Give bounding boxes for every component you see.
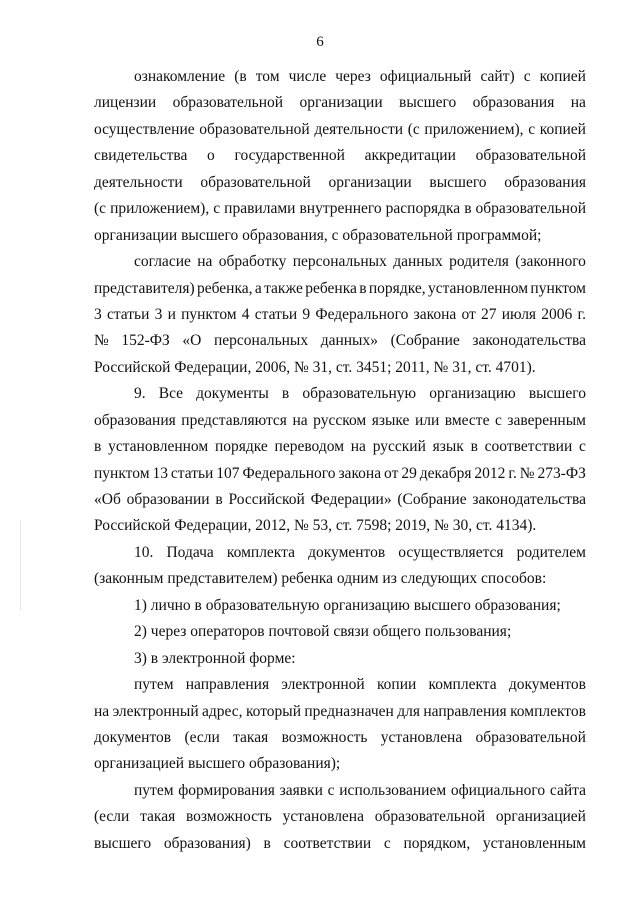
word: 10. — [134, 543, 154, 561]
text-line — [94, 249, 586, 275]
word: (если — [94, 808, 130, 826]
text-line — [94, 487, 586, 513]
word: ребенка — [305, 279, 357, 297]
word: 13 — [152, 464, 168, 482]
text-line — [94, 699, 586, 725]
word: г. — [577, 305, 586, 323]
text-line — [94, 540, 586, 566]
text-line: 1) лично в образовательную организацию высшего образования; — [134, 596, 561, 614]
word: № — [519, 464, 535, 482]
word: возможность — [185, 808, 272, 826]
word: образовательную — [302, 385, 417, 403]
word: соответствии — [484, 438, 573, 456]
word: организации — [299, 94, 383, 112]
word: том — [255, 68, 280, 85]
word: 152-ФЗ — [121, 332, 170, 350]
word: 27 — [481, 305, 497, 323]
word: сайт) — [480, 68, 515, 85]
word: (в — [234, 68, 247, 85]
word: образовательной — [374, 808, 486, 826]
word: копией — [539, 68, 586, 85]
word: пунктом — [530, 279, 586, 297]
text-line — [94, 778, 586, 804]
word: ознакомление — [134, 68, 226, 85]
word: использованием — [339, 781, 447, 799]
word: установленным — [482, 834, 586, 852]
word: сайта — [549, 781, 586, 799]
word: документов — [308, 543, 386, 561]
word: персональных — [292, 253, 387, 271]
word: закона — [338, 464, 382, 482]
word: официальный — [379, 68, 472, 85]
word: правилами — [224, 200, 296, 218]
word: официального — [450, 781, 546, 799]
word: в — [94, 438, 102, 456]
word: на — [350, 438, 366, 456]
word: в — [359, 279, 367, 297]
text-line — [94, 276, 586, 302]
word: в — [470, 438, 478, 456]
word: через — [335, 68, 371, 85]
text-line — [94, 831, 586, 857]
word: высшего — [94, 834, 152, 852]
text-line — [94, 117, 586, 143]
word: а — [254, 279, 262, 297]
word: комплекта — [428, 676, 497, 694]
word: «Об — [94, 491, 121, 508]
word: 29 — [401, 464, 417, 482]
text-line: 2) через операторов почтовой связи общего пользования; — [134, 623, 512, 641]
word: приложением), — [110, 200, 210, 218]
text-line — [94, 196, 586, 222]
document-body — [94, 64, 586, 857]
word: высшего — [528, 385, 586, 403]
word: ребенка, — [196, 279, 253, 297]
word: образования) — [163, 834, 251, 852]
word: организацией — [495, 808, 586, 826]
word: также — [264, 279, 303, 297]
word: деятельности — [314, 120, 404, 138]
word: лицензии — [94, 94, 157, 112]
word: на — [570, 94, 586, 112]
word: Подача — [166, 543, 214, 561]
text-line: организации высшего образования, с образовательной программой; — [94, 226, 542, 244]
word: копии — [376, 676, 417, 694]
word: с — [579, 438, 586, 456]
word: комплектов — [510, 702, 586, 720]
word: (Собрание — [390, 332, 460, 350]
text-line — [94, 725, 586, 751]
word: распорядка — [385, 200, 461, 218]
word: родителя — [449, 253, 509, 271]
word: 9 — [302, 305, 311, 323]
word: русский — [372, 438, 426, 456]
word: языке — [371, 411, 410, 429]
word: который — [245, 702, 302, 720]
word: 9. — [134, 385, 146, 403]
word: свидетельства — [94, 147, 188, 165]
word: осуществление — [94, 120, 195, 138]
word: комплекта — [226, 543, 295, 561]
word: электронный — [112, 702, 199, 720]
word: организации — [328, 173, 412, 191]
word: декабря — [419, 464, 472, 482]
word: организацию — [429, 385, 516, 403]
word: на — [197, 253, 213, 271]
word: числе — [288, 68, 327, 85]
text-line — [94, 461, 586, 487]
word: формирования — [178, 781, 275, 799]
word: направления — [185, 676, 270, 694]
word: законодательства — [472, 332, 586, 350]
word: на — [292, 411, 308, 429]
word: с — [528, 120, 536, 138]
text-line: (законным представителем) ребенка одним из следующих способов: — [94, 570, 547, 588]
text-line — [94, 804, 586, 830]
word: 2006 — [541, 305, 573, 323]
word: установленном — [108, 438, 209, 456]
word: (законного — [515, 253, 586, 271]
word: язык — [432, 438, 464, 456]
word: 4 — [241, 305, 250, 323]
page-number: 6 — [316, 34, 324, 50]
word: для — [397, 702, 420, 720]
word: (с — [407, 120, 420, 138]
word: порядке, — [368, 279, 426, 297]
word: направления — [423, 702, 507, 720]
word: государственной — [234, 147, 345, 165]
word: Все — [158, 385, 184, 403]
word: документов — [94, 728, 172, 746]
word: с — [494, 411, 502, 429]
word: на — [94, 702, 110, 720]
word: образовательной — [475, 728, 586, 746]
word: деятельности — [94, 173, 183, 191]
word: персональных — [213, 332, 309, 350]
text-line — [94, 672, 586, 698]
word: в — [263, 834, 271, 852]
text-line: 3) в электронной форме: — [134, 649, 296, 667]
text-line: Российской Федерации, 2006, № 31, ст. 3451; 2011, № 31, ст. 4701). — [94, 358, 536, 376]
word: г. — [508, 464, 517, 482]
word: образовании — [126, 491, 210, 508]
word: о — [207, 147, 215, 165]
word: статьи — [106, 305, 150, 323]
word: Федерального — [315, 305, 409, 323]
word: (с — [94, 200, 107, 218]
word: № — [94, 332, 109, 350]
word: (Собрание — [397, 491, 467, 508]
text-line — [94, 302, 586, 328]
word: документов — [508, 676, 586, 694]
word: возможность — [281, 728, 368, 746]
word: закона — [413, 305, 457, 323]
word: или — [414, 411, 440, 429]
word: Федерации» — [310, 491, 392, 508]
word: Федерального — [242, 464, 336, 482]
word: образовательной — [200, 173, 311, 191]
word: образовательной — [172, 94, 284, 112]
word: установленном — [427, 279, 529, 297]
word: пунктом — [94, 464, 150, 482]
word: 2012 — [474, 464, 506, 482]
word: заверенным — [507, 411, 586, 429]
word: образования — [472, 94, 555, 112]
word: путем — [134, 781, 174, 799]
word: русском — [313, 411, 367, 429]
word: родителем — [516, 543, 586, 561]
word: данных» — [320, 332, 378, 350]
word: законодательства — [472, 491, 586, 508]
word: обработку — [218, 253, 287, 271]
text-line — [94, 408, 586, 434]
word: адрес, — [202, 702, 243, 720]
word: 3 — [94, 305, 102, 323]
word: статьи — [254, 305, 298, 323]
word: с — [213, 200, 221, 218]
word: в — [464, 200, 472, 218]
word: с — [327, 781, 335, 799]
word: представляются — [181, 411, 287, 429]
word: и — [167, 305, 176, 323]
word: порядком, — [403, 834, 471, 852]
word: переводом — [274, 438, 345, 456]
word: высшего — [429, 173, 487, 191]
text-line: организацией высшего образования); — [94, 755, 341, 773]
word: аккредитации — [364, 147, 456, 165]
word: (если — [184, 728, 220, 746]
word: с — [383, 834, 391, 852]
text-line — [94, 90, 586, 116]
text-line — [94, 143, 586, 169]
word: Российской — [228, 491, 305, 508]
word: приложением), — [424, 120, 524, 138]
word: документы — [196, 385, 269, 403]
word: соответствии — [283, 834, 372, 852]
word: копией — [539, 120, 586, 138]
word: такая — [233, 728, 269, 746]
word: представителя) — [94, 279, 195, 297]
text-line — [94, 170, 586, 196]
word: образовательной — [475, 200, 586, 218]
word: от — [461, 305, 476, 323]
scan-artifact — [20, 520, 21, 610]
word: такая — [140, 808, 176, 826]
text-line: Российской Федерации, 2012, № 53, ст. 7598; 2019, № 30, ст. 4134). — [94, 517, 537, 535]
word: установлена — [282, 808, 364, 826]
word: высшего — [399, 94, 457, 112]
word: вместе — [444, 411, 490, 429]
word: в — [215, 491, 223, 508]
word: образовательной — [199, 120, 310, 138]
word: образовательной — [475, 147, 586, 165]
word: установлена — [380, 728, 463, 746]
word: электронной — [281, 676, 365, 694]
word: образования — [504, 173, 586, 191]
word: путем — [134, 676, 174, 694]
word: «О — [182, 332, 202, 350]
word: предназначен — [304, 702, 394, 720]
text-line — [94, 381, 586, 407]
word: пунктом — [181, 305, 237, 323]
text-line — [94, 434, 586, 460]
word: июля — [501, 305, 537, 323]
word: порядке — [214, 438, 268, 456]
word: статьи — [170, 464, 214, 482]
word: осуществляется — [398, 543, 504, 561]
text-line — [94, 328, 586, 354]
word: 273-ФЗ — [537, 464, 586, 482]
text-line — [94, 64, 586, 90]
word: данных — [393, 253, 443, 271]
word: от — [384, 464, 399, 482]
word: 3 — [154, 305, 163, 323]
word: 107 — [216, 464, 240, 482]
word: образования — [94, 411, 176, 429]
word: заявки — [279, 781, 323, 799]
word: с — [523, 68, 531, 85]
word: в — [281, 385, 290, 403]
word: согласие — [134, 253, 191, 271]
word: внутреннего — [299, 200, 382, 218]
